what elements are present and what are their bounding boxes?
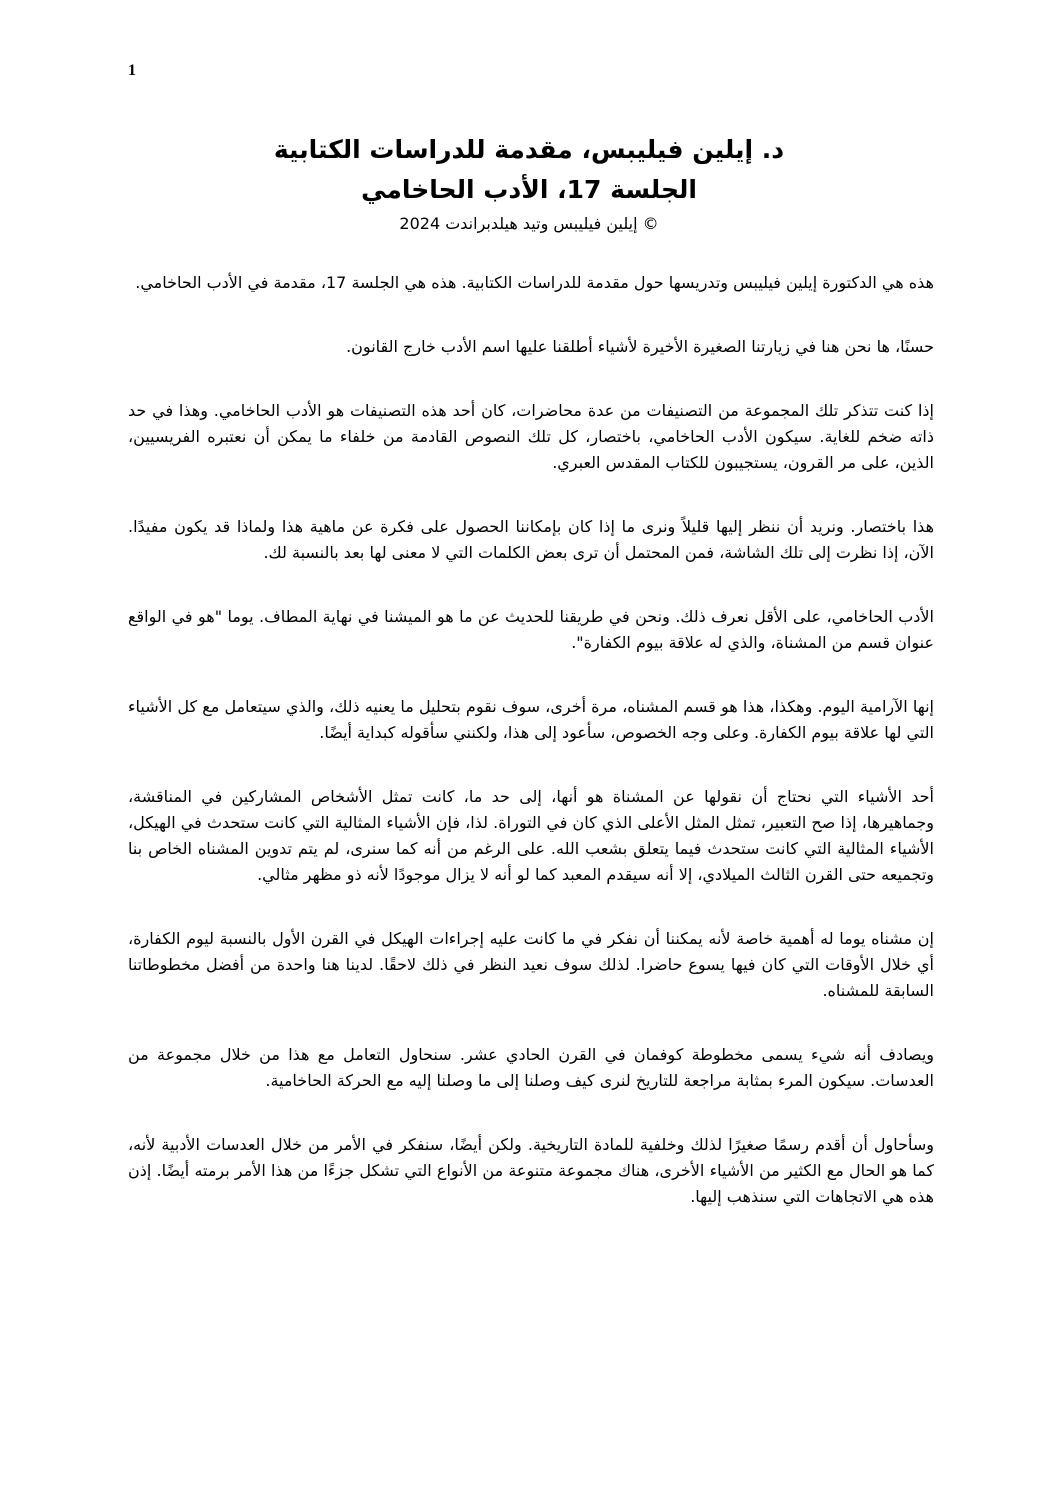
copyright-notice: © إيلين فيليبس وتيد هيلدبراندت 2024 <box>399 214 659 233</box>
paragraph: ويصادف أنه شيء يسمى مخطوطة كوفمان في القرن الحادي عشر. سنحاول التعامل مع هذا من خلال مجموعة من العدسات. سيكون المرء بمثابة مراجعة للتاريخ لنرى كيف وصلنا إلى ما وصلنا إليه مع الحركة الحاخامية. <box>128 1045 934 1090</box>
paragraph: إن مشناه يوما له أهمية خاصة لأنه يمكننا أن نفكر في ما كانت عليه إجراءات الهيكل في القرن الأول بالنسبة ليوم الكفارة، أي خلال الأوقات التي كان فيها يسوع حاضرا. لذلك سوف نعيد النظر في ذلك لاحقًا. لدينا هنا واحدة من أفضل مخطوطاتنا السابقة للمشناه. <box>128 929 934 1000</box>
paragraph: حسنًا، ها نحن هنا في زيارتنا الصغيرة الأخيرة لأشياء أطلقنا عليها اسم الأدب خارج القانون. <box>346 337 934 356</box>
page-number: 1 <box>128 62 136 79</box>
paragraph: وسأحاول أن أقدم رسمًا صغيرًا لذلك وخلفية للمادة التاريخية. ولكن أيضًا، سنفكر في الأمر من خلال العدسات الأدبية لأنه، كما هو الحال مع الكثير من الأشياء الأخرى، هناك مجموعة متنوعة من الأنواع التي تشكل جزءًا من هذا الأمر برمته أيضًا. إذن هذه هي الاتجاهات التي سنذهب إليها. <box>128 1135 934 1206</box>
paragraph: الأدب الحاخامي، على الأقل نعرف ذلك. ونحن في طريقنا للحديث عن ما هو الميشنا في نهاية المطاف. يوما "هو في الواقع عنوان قسم من المشناة، والذي له علاقة بيوم الكفارة". <box>128 607 934 652</box>
paragraph: إنها الآرامية اليوم. وهكذا، هذا هو قسم المشناه، مرة أخرى، سوف نقوم بتحليل ما يعنيه ذلك، والذي سيتعامل مع كل الأشياء التي لها علاقة بيوم الكفارة. وعلى وجه الخصوص، سأعود إلى هذا، ولكنني سأقوله كبداية أيضًا. <box>128 697 934 742</box>
paragraph: هذه هي الدكتورة إيلين فيليبس وتدريسها حول مقدمة للدراسات الكتابية. هذه هي الجلسة 17، مقدمة في الأدب الحاخامي. <box>135 273 934 292</box>
paragraph: إذا كنت تتذكر تلك المجموعة من التصنيفات من عدة محاضرات، كان أحد هذه التصنيفات هو الأدب الحاخامي. وهذا في حد ذاته ضخم للغاية. سيكون الأدب الحاخامي، باختصار، كل تلك النصوص القادمة من خلفاء ما يمكن أن نعتبره الفريسيين، الذين، على مر القرون، يستجيبون للكتاب المقدس العبري. <box>128 401 934 472</box>
document-header <box>150 130 908 238</box>
paragraph: هذا باختصار. ونريد أن ننظر إليها قليلاً ونرى ما إذا كان بإمكاننا الحصول على فكرة عن ماهية هذا ولماذا قد يكون مفيدًا. الآن، إذا نظرت إلى تلك الشاشة، فمن المحتمل أن ترى بعض الكلمات التي لا معنى لها بعد بالنسبة لك. <box>128 517 934 562</box>
paragraph: أحد الأشياء التي نحتاج أن نقولها عن المشناة هو أنها، إلى حد ما، كانت تمثل الأشخاص المشاركين في المناقشة، وجماهيرها، إذا صح التعبير، تمثل المثل الأعلى الذي كان في التوراة. لذا، فإن الأشياء المثالية التي كانت ستحدث في الهيكل، الأشياء المثالية التي كانت ستحدث فيما يتعلق بشعب الله. على الرغم من أنه كما سنرى، لم يتم تدوين المشناه الخاص بنا وتجميعه حتى القرن الثالث الميلادي، إلا أنه سيقدم المعبد كما لو أنه لا يزال موجودًا لأنه ذو مظهر مثالي. <box>128 787 934 884</box>
session-title: الجلسة 17، الأدب الحاخامي <box>361 175 697 204</box>
document-title: د. إيلين فيليبس، مقدمة للدراسات الكتابية <box>273 135 785 164</box>
document-body <box>128 270 934 1248</box>
